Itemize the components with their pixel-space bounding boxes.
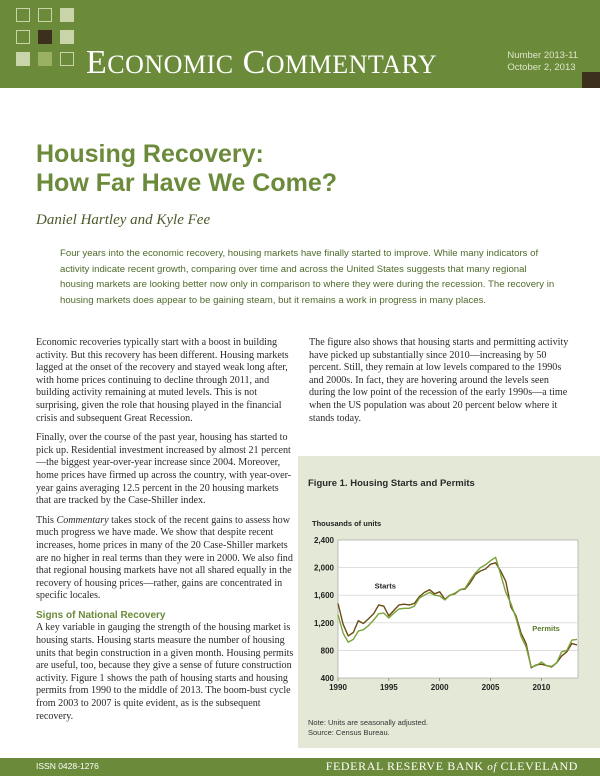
y-tick-label: 1,200 [313,618,334,628]
y-tick-label: 2,000 [313,563,334,573]
series-annotation: Permits [532,624,560,634]
paragraph: A key variable in gauging the strength of the housing market is housing starts. Housing starts measure the number of housing units that begin construction in a given month. Housing permits are useful, too, because they give a sense of future construction activity. Figure 1 shows the path of housing starts and housing permits from 1990 to the middle of 2013. The boom-bust cycle from 2003 to 2007 is quite evident, as is the subsequent recovery. [36,622,294,722]
plot-area [338,540,578,678]
footer-band [0,758,600,776]
y-tick-label: 1,600 [313,591,334,601]
paragraph: This Commentary takes stock of the recent gains to assess how much progress we have made. We show that despite recent increases, home prices in many of the 20 Case-Shiller markets are no higher in real terms than they were in 2000. We also find that regional housing markets have not all shared equally in the recovery of housing prices—rather, gains are concentrated in specific locales. [36,514,293,602]
authors: Daniel Hartley and Kyle Fee [36,212,211,228]
series-annotation: Starts [374,581,396,591]
y-tick-label: 800 [320,646,334,656]
y-tick-label: 2,400 [313,536,334,545]
body-column-right [309,337,571,432]
housing-chart [298,512,600,712]
issue-date: October 2, 2013 [507,62,576,73]
logo-squares-icon [16,8,78,70]
paragraph: The figure also shows that housing starts and permitting activity have picked up substantially since 2010—increasing by 50 percent. Still, they remain at low levels compared to the 1990s and 2000s. In fact, they are hovering around the levels seen during the low point of the recession of the early 1990s—a time when the US population was about 20 percent below where it stands today. [309,337,569,424]
paragraph: Economic recoveries typically start with a boost in building activity. But this recovery has been different. Housing markets lagged at the onset of the recovery and stayed weak long after, with home prices continuing to decline through 2011, and building activity remaining at muted levels. This is not surprising, given the role that housing played in the financial crisis and subsequent Great Recession. [36,337,289,424]
figure-note: Note: Units are seasonally adjusted. Source: Census Bureau. [308,718,429,737]
article-title: Housing Recovery: How Far Have We Come? [36,140,338,197]
paragraph: Finally, over the course of the past year, housing has started to pick up. Residential investment increased by almost 21 percent—the biggest year-over-year increase since 2004. Moreover, home prices have firmed up across the country, with year-over-year gains averaging 12.5 percent in the 20 housing markets that are tracked by the Case-Shiller index. [36,432,292,507]
abstract: Four years into the economic recovery, housing markets have finally started to improve. While many indicators of activity indicate recent growth, comparing over time and across the United States suggests that many regional housing markets are looking better now only in comparison to where they were during the recession. The recovery in housing markets does appear to be gaining steam, but it remains a work in progress in many places. [60,248,555,306]
figure-panel [298,456,600,748]
issue-number: Number 2013-11 [507,50,578,61]
issn: ISSN 0428-1276 [36,761,99,771]
figure-title: Figure 1. Housing Starts and Permits [308,478,475,489]
x-tick-label: 2005 [481,683,500,692]
x-tick-label: 2010 [532,683,551,692]
y-axis-label: Thousands of units [312,519,382,528]
x-tick-label: 1990 [329,683,347,692]
bank-name: FEDERAL RESERVE BANK of CLEVELAND [325,759,578,773]
issue-info [507,50,578,74]
y-tick-label: 400 [320,674,334,683]
x-tick-label: 1995 [379,683,398,692]
body-column-left [36,337,294,730]
section-heading: Signs of National Recovery [36,609,166,621]
publication-title: ECONOMIC COMMENTARY [86,44,438,81]
x-tick-label: 2000 [430,683,449,692]
masthead [0,0,600,88]
header-accent [582,72,600,88]
